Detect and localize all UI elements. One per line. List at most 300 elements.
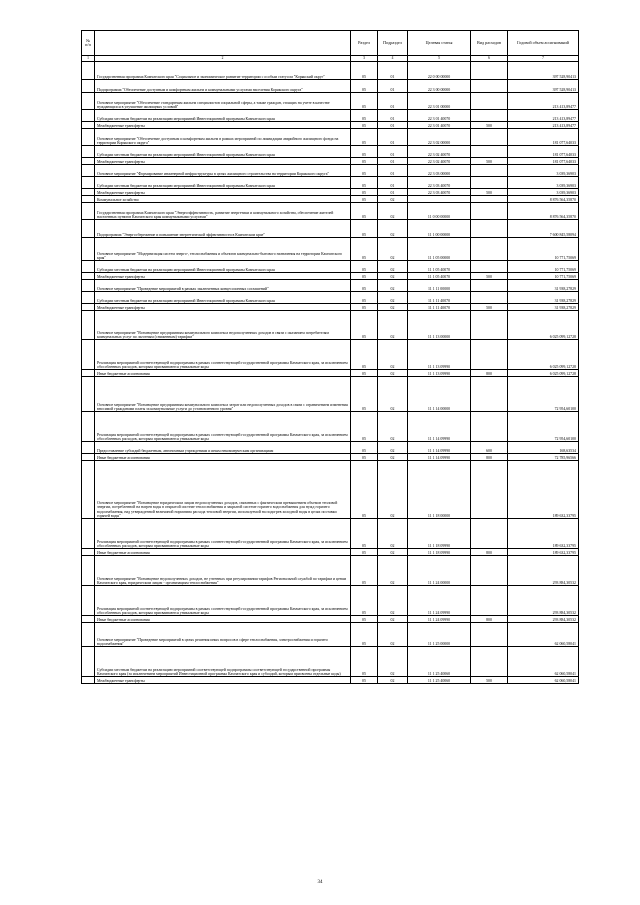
- header-annual-amount: Годовой объем ассигнований: [508, 31, 579, 56]
- row-amount: 8 876 564,35870: [508, 196, 579, 203]
- row-amount: 181 077,64033: [508, 129, 579, 146]
- row-razdel: 05: [351, 304, 378, 311]
- row-name: Субсидии местным бюджетам на реализацию мероприятий Инвестиционной программы Камчатского края: [95, 146, 351, 158]
- row-razdel: 05: [351, 454, 378, 461]
- header-razdel: Раздел: [351, 31, 378, 56]
- row-expense-type: [471, 203, 508, 220]
- row-podrazdel: 01: [378, 93, 408, 110]
- row-amount: 62 060,58041: [508, 623, 579, 647]
- row-name: Субсидии местным бюджетам на реализацию мероприятий Инвестиционной программы Камчатского края: [95, 177, 351, 189]
- table-row: [82, 519, 579, 549]
- table-row: [82, 280, 579, 292]
- row-amount: 293 884,30532: [508, 556, 579, 586]
- row-name: Межбюджетные трансферты: [95, 158, 351, 165]
- row-target-article: 22 3 01 40070: [408, 110, 471, 122]
- row-amount: 397 528,90413: [508, 80, 579, 93]
- row-num: [82, 454, 95, 461]
- row-razdel: 05: [351, 165, 378, 177]
- row-name: Основное мероприятие "Обеспечение стандартным жильем специалистов социальной сферы, а также граждан, стоящих на учете в качестве нуждающихся в улучшение жилищных условий": [95, 93, 351, 110]
- table-row: [82, 165, 579, 177]
- row-expense-type: [471, 261, 508, 273]
- row-razdel: 05: [351, 220, 378, 238]
- table-row: [82, 220, 579, 238]
- page-number: 34: [317, 880, 323, 885]
- row-amount: 31 938,27829: [508, 292, 579, 304]
- row-target-article: 11 1 25 40060: [408, 677, 471, 684]
- row-num: [82, 292, 95, 304]
- row-name: Иные бюджетные ассигнования: [95, 454, 351, 461]
- row-razdel: 05: [351, 238, 378, 261]
- row-target-article: 11 1 05 40070: [408, 261, 471, 273]
- row-num: [82, 146, 95, 158]
- row-podrazdel: 02: [378, 519, 408, 549]
- row-podrazdel: 01: [378, 177, 408, 189]
- table-row: [82, 122, 579, 129]
- row-expense-type: [471, 377, 508, 412]
- row-target-article: 11 1 25 40060: [408, 647, 471, 677]
- row-name: Основное мероприятие "Возмещение юридическим лицам недополученных доходов, связанных с фактическим превышением объемов тепловой энергии, потребленной на нагрев воды в открытой системе теплоснабжения и закрытой системе горячего водоснабжения для нужд горячего водоснабжения, над утвержденной величиной норматива расхода тепловой энергии, используемой на подогрев холодной воды в целях поставки горячей воды": [95, 461, 351, 519]
- row-num: [82, 80, 95, 93]
- row-num: [82, 442, 95, 454]
- row-target-article: 22 3 03 40070: [408, 177, 471, 189]
- row-target-article: 11 1 18 09990: [408, 549, 471, 556]
- row-target-article: 11 1 13 09990: [408, 370, 471, 377]
- row-num: [82, 261, 95, 273]
- row-podrazdel: 02: [378, 549, 408, 556]
- header-row: [82, 31, 579, 56]
- row-razdel: 05: [351, 110, 378, 122]
- table-row: [82, 273, 579, 280]
- row-target-article: 11 1 24 09990: [408, 586, 471, 616]
- row-num: [82, 412, 95, 442]
- row-num: [82, 311, 95, 340]
- row-razdel: 05: [351, 122, 378, 129]
- row-target-article: 11 1 24 00000: [408, 556, 471, 586]
- table-row: [82, 62, 579, 80]
- row-target-article: 11 1 24 09990: [408, 616, 471, 623]
- row-razdel: 05: [351, 340, 378, 370]
- row-expense-type: [471, 146, 508, 158]
- row-amount: 189 632,33795: [508, 519, 579, 549]
- row-expense-type: 500: [471, 677, 508, 684]
- row-name: Реализация мероприятий соответствующей подпрограммы в рамках соответствующей государственной программы Камчатского края, за исключением обособленных расходов, которым присваиваются уникальные коды: [95, 412, 351, 442]
- row-expense-type: [471, 519, 508, 549]
- row-amount: 181 077,64033: [508, 158, 579, 165]
- row-podrazdel: 01: [378, 158, 408, 165]
- row-podrazdel: 02: [378, 238, 408, 261]
- row-razdel: 05: [351, 80, 378, 93]
- table-row: [82, 311, 579, 340]
- row-name: Субсидии местным бюджетам на реализацию мероприятий Инвестиционной программы Камчатского края: [95, 292, 351, 304]
- row-name: Межбюджетные трансферты: [95, 273, 351, 280]
- row-expense-type: [471, 129, 508, 146]
- row-podrazdel: 02: [378, 304, 408, 311]
- row-name: Субсидии местным бюджетам на реализацию мероприятий соответствующей подпрограммы соответствующей государственной программы Камчатского края (за исключением мероприятий Инвестиционной программы Камчатского края и субсидий, которым присвоены отдельные коды): [95, 647, 351, 677]
- row-target-article: [408, 196, 471, 203]
- row-name: Межбюджетные трансферты: [95, 304, 351, 311]
- row-amount: 213 413,89477: [508, 93, 579, 110]
- table-row: [82, 80, 579, 93]
- row-amount: 10 771,75069: [508, 273, 579, 280]
- row-name: Предоставление субсидий бюджетным, автономным учреждениям и иным некоммерческим организациям: [95, 442, 351, 454]
- row-target-article: 11 1 13 00000: [408, 311, 471, 340]
- row-name: Государственная программа Камчатского края "Энергоэффективность, развитие энергетики и коммунального хозяйства, обеспечение жителей населенных пунктов Камчатского края коммунальными услугами": [95, 203, 351, 220]
- row-razdel: 05: [351, 556, 378, 586]
- row-target-article: 11 1 05 00000: [408, 238, 471, 261]
- row-num: [82, 556, 95, 586]
- row-razdel: 05: [351, 586, 378, 616]
- row-target-article: 11 1 11 40070: [408, 304, 471, 311]
- row-name: Основное мероприятие "Проведение мероприятий в рамках заключенных концессионных соглашений": [95, 280, 351, 292]
- row-razdel: 05: [351, 280, 378, 292]
- column-number: 1: [82, 56, 95, 62]
- row-amount: 6 025 099,12728: [508, 311, 579, 340]
- row-target-article: 11 1 13 09990: [408, 340, 471, 370]
- row-expense-type: [471, 220, 508, 238]
- header-expense-type: Вид расходов: [471, 31, 508, 56]
- row-expense-type: [471, 412, 508, 442]
- row-razdel: 05: [351, 146, 378, 158]
- row-num: [82, 158, 95, 165]
- table-row: [82, 340, 579, 370]
- row-amount: 3 039,36903: [508, 189, 579, 196]
- row-expense-type: [471, 177, 508, 189]
- row-expense-type: [471, 196, 508, 203]
- row-podrazdel: 02: [378, 442, 408, 454]
- row-num: [82, 165, 95, 177]
- table-row: [82, 304, 579, 311]
- row-podrazdel: 02: [378, 647, 408, 677]
- row-amount: 72 954,60100: [508, 412, 579, 442]
- row-amount: 293 884,30532: [508, 586, 579, 616]
- row-expense-type: [471, 340, 508, 370]
- row-expense-type: 600: [471, 442, 508, 454]
- table-row: [82, 616, 579, 623]
- row-num: [82, 122, 95, 129]
- row-expense-type: 500: [471, 189, 508, 196]
- row-num: [82, 370, 95, 377]
- row-razdel: 05: [351, 412, 378, 442]
- row-amount: 189 632,33795: [508, 461, 579, 519]
- row-amount: 6 025 099,12728: [508, 340, 579, 370]
- row-target-article: 22 0 00 00000: [408, 62, 471, 80]
- row-amount: 6 025 099,12728: [508, 370, 579, 377]
- row-target-article: 11 1 05 40070: [408, 273, 471, 280]
- row-num: [82, 377, 95, 412]
- table-row: [82, 110, 579, 122]
- table-row: [82, 377, 579, 412]
- row-expense-type: 500: [471, 122, 508, 129]
- row-name: Межбюджетные трансферты: [95, 677, 351, 684]
- row-target-article: 11 1 11 00000: [408, 280, 471, 292]
- row-podrazdel: 02: [378, 454, 408, 461]
- row-target-article: 22 3 02 40070: [408, 158, 471, 165]
- row-razdel: 05: [351, 519, 378, 549]
- row-target-article: 22 3 00 00000: [408, 80, 471, 93]
- table-row: [82, 261, 579, 273]
- row-target-article: 11 1 00 00000: [408, 220, 471, 238]
- row-podrazdel: 02: [378, 461, 408, 519]
- row-num: [82, 677, 95, 684]
- row-name: Подпрограмма "Обеспечение доступным и комфортным жильем и коммунальными услугами населения Корякского округа": [95, 80, 351, 93]
- table-row: [82, 158, 579, 165]
- row-expense-type: [471, 292, 508, 304]
- row-podrazdel: 01: [378, 122, 408, 129]
- table-row: [82, 454, 579, 461]
- row-razdel: 05: [351, 370, 378, 377]
- row-expense-type: [471, 62, 508, 80]
- row-amount: 3 039,36903: [508, 165, 579, 177]
- row-podrazdel: 02: [378, 586, 408, 616]
- row-num: [82, 177, 95, 189]
- column-number: 5: [408, 56, 471, 62]
- row-num: [82, 586, 95, 616]
- row-name: Государственная программа Камчатского края "Социальное и экономическое развитие территории с особым статусом "Корякский округ": [95, 62, 351, 80]
- row-num: [82, 238, 95, 261]
- row-expense-type: [471, 623, 508, 647]
- row-num: [82, 189, 95, 196]
- row-expense-type: 800: [471, 616, 508, 623]
- row-razdel: 05: [351, 311, 378, 340]
- row-name: Межбюджетные трансферты: [95, 122, 351, 129]
- row-name: Основное мероприятие "Модернизация систем энерго-, теплоснабжения и объектов коммунально-бытового назначения на территории Камчатского края": [95, 238, 351, 261]
- row-podrazdel: 01: [378, 189, 408, 196]
- row-amount: 31 938,27829: [508, 304, 579, 311]
- column-number: 3: [351, 56, 378, 62]
- row-name: Коммунальное хозяйство: [95, 196, 351, 203]
- budget-table: [81, 30, 579, 684]
- table-row: [82, 623, 579, 647]
- row-target-article: 22 3 03 40070: [408, 189, 471, 196]
- row-expense-type: 800: [471, 370, 508, 377]
- row-podrazdel: 01: [378, 62, 408, 80]
- table-row: [82, 129, 579, 146]
- row-name: Основное мероприятие "Формирование инженерной инфраструктуры в целях жилищного строительства на территории Корякского округа": [95, 165, 351, 177]
- row-target-article: 11 1 25 00000: [408, 623, 471, 647]
- row-name: Иные бюджетные ассигнования: [95, 370, 351, 377]
- header-target-article: Целевая статья: [408, 31, 471, 56]
- row-podrazdel: 01: [378, 129, 408, 146]
- row-razdel: 05: [351, 616, 378, 623]
- table-row: [82, 189, 579, 196]
- row-target-article: 11 1 14 09990: [408, 442, 471, 454]
- row-name: Межбюджетные трансферты: [95, 189, 351, 196]
- table-row: [82, 647, 579, 677]
- row-target-article: 22 3 02 00000: [408, 129, 471, 146]
- row-amount: 189 632,33795: [508, 549, 579, 556]
- row-expense-type: [471, 280, 508, 292]
- row-target-article: 11 1 18 00000: [408, 461, 471, 519]
- row-razdel: 05: [351, 442, 378, 454]
- row-target-article: 22 3 03 00000: [408, 165, 471, 177]
- row-razdel: 05: [351, 177, 378, 189]
- row-razdel: 05: [351, 461, 378, 519]
- row-amount: 72 785,96566: [508, 454, 579, 461]
- row-name: Реализация мероприятий соответствующей подпрограммы в рамках соответствующей государственной программы Камчатского края, за исключением обособленных расходов, которым присваиваются уникальные коды: [95, 519, 351, 549]
- header-name: [95, 31, 351, 56]
- row-target-article: 11 1 14 09990: [408, 454, 471, 461]
- row-podrazdel: 01: [378, 110, 408, 122]
- row-name: Основное мероприятие "Проведение мероприятий в целях решения иных вопросов в сфере теплоснабжения, электроснабжения и горячего водоснабжения": [95, 623, 351, 647]
- row-num: [82, 280, 95, 292]
- row-podrazdel: 02: [378, 556, 408, 586]
- row-podrazdel: 02: [378, 370, 408, 377]
- row-amount: 72 954,60100: [508, 377, 579, 412]
- row-podrazdel: 02: [378, 203, 408, 220]
- table-row: [82, 461, 579, 519]
- row-num: [82, 549, 95, 556]
- row-razdel: 05: [351, 93, 378, 110]
- table-row: [82, 442, 579, 454]
- row-num: [82, 304, 95, 311]
- row-num: [82, 647, 95, 677]
- row-num: [82, 62, 95, 80]
- row-target-article: 22 3 02 40070: [408, 146, 471, 158]
- row-name: Реализация мероприятий соответствующей подпрограммы в рамках соответствующей государственной программы Камчатского края, за исключением обособленных расходов, которым присваиваются уникальные коды: [95, 586, 351, 616]
- table-row: [82, 292, 579, 304]
- row-target-article: 22 3 01 00000: [408, 93, 471, 110]
- row-num: [82, 616, 95, 623]
- row-target-article: 11 1 11 40070: [408, 292, 471, 304]
- row-amount: 62 060,58041: [508, 647, 579, 677]
- column-number: 7: [508, 56, 579, 62]
- row-expense-type: 800: [471, 454, 508, 461]
- row-razdel: 05: [351, 377, 378, 412]
- row-expense-type: [471, 461, 508, 519]
- row-num: [82, 273, 95, 280]
- row-razdel: 05: [351, 623, 378, 647]
- row-num: [82, 196, 95, 203]
- row-amount: 31 938,27829: [508, 280, 579, 292]
- row-razdel: 05: [351, 292, 378, 304]
- row-razdel: 05: [351, 549, 378, 556]
- row-razdel: 05: [351, 158, 378, 165]
- row-amount: 10 771,75069: [508, 238, 579, 261]
- table-row: [82, 146, 579, 158]
- row-podrazdel: 02: [378, 261, 408, 273]
- row-expense-type: 800: [471, 549, 508, 556]
- row-num: [82, 93, 95, 110]
- row-num: [82, 623, 95, 647]
- row-expense-type: [471, 556, 508, 586]
- column-number: 4: [378, 56, 408, 62]
- row-amount: 181 077,64033: [508, 146, 579, 158]
- column-number: 2: [95, 56, 351, 62]
- row-amount: 62 060,58041: [508, 677, 579, 684]
- row-podrazdel: 02: [378, 677, 408, 684]
- row-num: [82, 129, 95, 146]
- table-body: [82, 62, 579, 684]
- row-amount: 10 771,75069: [508, 261, 579, 273]
- row-expense-type: [471, 238, 508, 261]
- table-row: [82, 370, 579, 377]
- row-name: Подпрограмма "Энергосбережение и повышение энергетической эффективности в Камчатском крае": [95, 220, 351, 238]
- row-name: Иные бюджетные ассигнования: [95, 616, 351, 623]
- row-razdel: 05: [351, 196, 378, 203]
- row-name: Иные бюджетные ассигнования: [95, 549, 351, 556]
- row-target-article: 22 3 01 40070: [408, 122, 471, 129]
- row-num: [82, 519, 95, 549]
- table-row: [82, 196, 579, 203]
- row-podrazdel: 02: [378, 623, 408, 647]
- row-expense-type: [471, 80, 508, 93]
- row-podrazdel: 02: [378, 196, 408, 203]
- column-number: 6: [471, 56, 508, 62]
- row-expense-type: [471, 165, 508, 177]
- row-expense-type: 500: [471, 158, 508, 165]
- row-razdel: 05: [351, 273, 378, 280]
- row-podrazdel: 02: [378, 292, 408, 304]
- table-row: [82, 677, 579, 684]
- table-row: [82, 586, 579, 616]
- table-row: [82, 177, 579, 189]
- row-name: Субсидии местным бюджетам на реализацию мероприятий Инвестиционной программы Камчатского края: [95, 110, 351, 122]
- table-row: [82, 238, 579, 261]
- row-podrazdel: 01: [378, 80, 408, 93]
- row-razdel: 05: [351, 261, 378, 273]
- row-amount: 213 413,89477: [508, 122, 579, 129]
- header-num: № п/п: [82, 31, 95, 56]
- row-expense-type: [471, 93, 508, 110]
- row-podrazdel: 02: [378, 311, 408, 340]
- row-expense-type: [471, 311, 508, 340]
- row-razdel: 05: [351, 677, 378, 684]
- row-razdel: 05: [351, 62, 378, 80]
- row-razdel: 05: [351, 203, 378, 220]
- row-target-article: 11 1 14 00000: [408, 377, 471, 412]
- row-amount: 213 413,89477: [508, 110, 579, 122]
- table-row: [82, 203, 579, 220]
- row-podrazdel: 01: [378, 165, 408, 177]
- row-name: Реализация мероприятий соответствующей подпрограммы в рамках соответствующей государственной программы Камчатского края, за исключением обособленных расходов, которым присваиваются уникальные коды: [95, 340, 351, 370]
- row-podrazdel: 02: [378, 273, 408, 280]
- table-row: [82, 549, 579, 556]
- row-razdel: 05: [351, 129, 378, 146]
- row-target-article: 11 1 18 09990: [408, 519, 471, 549]
- row-name: Субсидии местным бюджетам на реализацию мероприятий Инвестиционной программы Камчатского края: [95, 261, 351, 273]
- row-num: [82, 110, 95, 122]
- row-num: [82, 340, 95, 370]
- row-expense-type: 500: [471, 273, 508, 280]
- row-amount: 293 884,30532: [508, 616, 579, 623]
- table-row: [82, 412, 579, 442]
- row-expense-type: [471, 647, 508, 677]
- row-razdel: 05: [351, 647, 378, 677]
- row-expense-type: [471, 110, 508, 122]
- row-amount: 8 876 564,35870: [508, 203, 579, 220]
- row-podrazdel: 02: [378, 616, 408, 623]
- row-name: Основное мероприятие "Возмещение предприятиям коммунального комплекса затрат или недополученных доходов в связи с ограничением изменения вносимой гражданами платы за коммунальные услуги до установленного уровня": [95, 377, 351, 412]
- row-name: Основное мероприятие "Возмещение недополученных доходов, не учтенных при регулировании тарифов Региональной службой по тарифам и ценам Камчатского края, юридическим лицам - организациям теплоснабжения": [95, 556, 351, 586]
- row-name: Основное мероприятие "Обеспечение доступным и комфортным жильем в рамках мероприятий по ликвидации аварийного жилищного фонда на территории Корякского округа": [95, 129, 351, 146]
- table-row: [82, 556, 579, 586]
- row-amount: 168,63534: [508, 442, 579, 454]
- row-podrazdel: 01: [378, 146, 408, 158]
- header-podrazdel: Подраздел: [378, 31, 408, 56]
- row-amount: 3 039,36903: [508, 177, 579, 189]
- row-expense-type: 500: [471, 304, 508, 311]
- row-amount: 7 600 845,58094: [508, 220, 579, 238]
- table-row: [82, 93, 579, 110]
- row-podrazdel: 02: [378, 220, 408, 238]
- row-podrazdel: 02: [378, 377, 408, 412]
- row-num: [82, 203, 95, 220]
- row-target-article: 11 1 14 09990: [408, 412, 471, 442]
- row-num: [82, 461, 95, 519]
- row-podrazdel: 02: [378, 412, 408, 442]
- row-name: Основное мероприятие "Возмещение предприятиям коммунального комплекса недополученных доходов в связи с оказанием потребителям коммунальных услуг по льготным (сниженным) тарифам": [95, 311, 351, 340]
- row-podrazdel: 02: [378, 280, 408, 292]
